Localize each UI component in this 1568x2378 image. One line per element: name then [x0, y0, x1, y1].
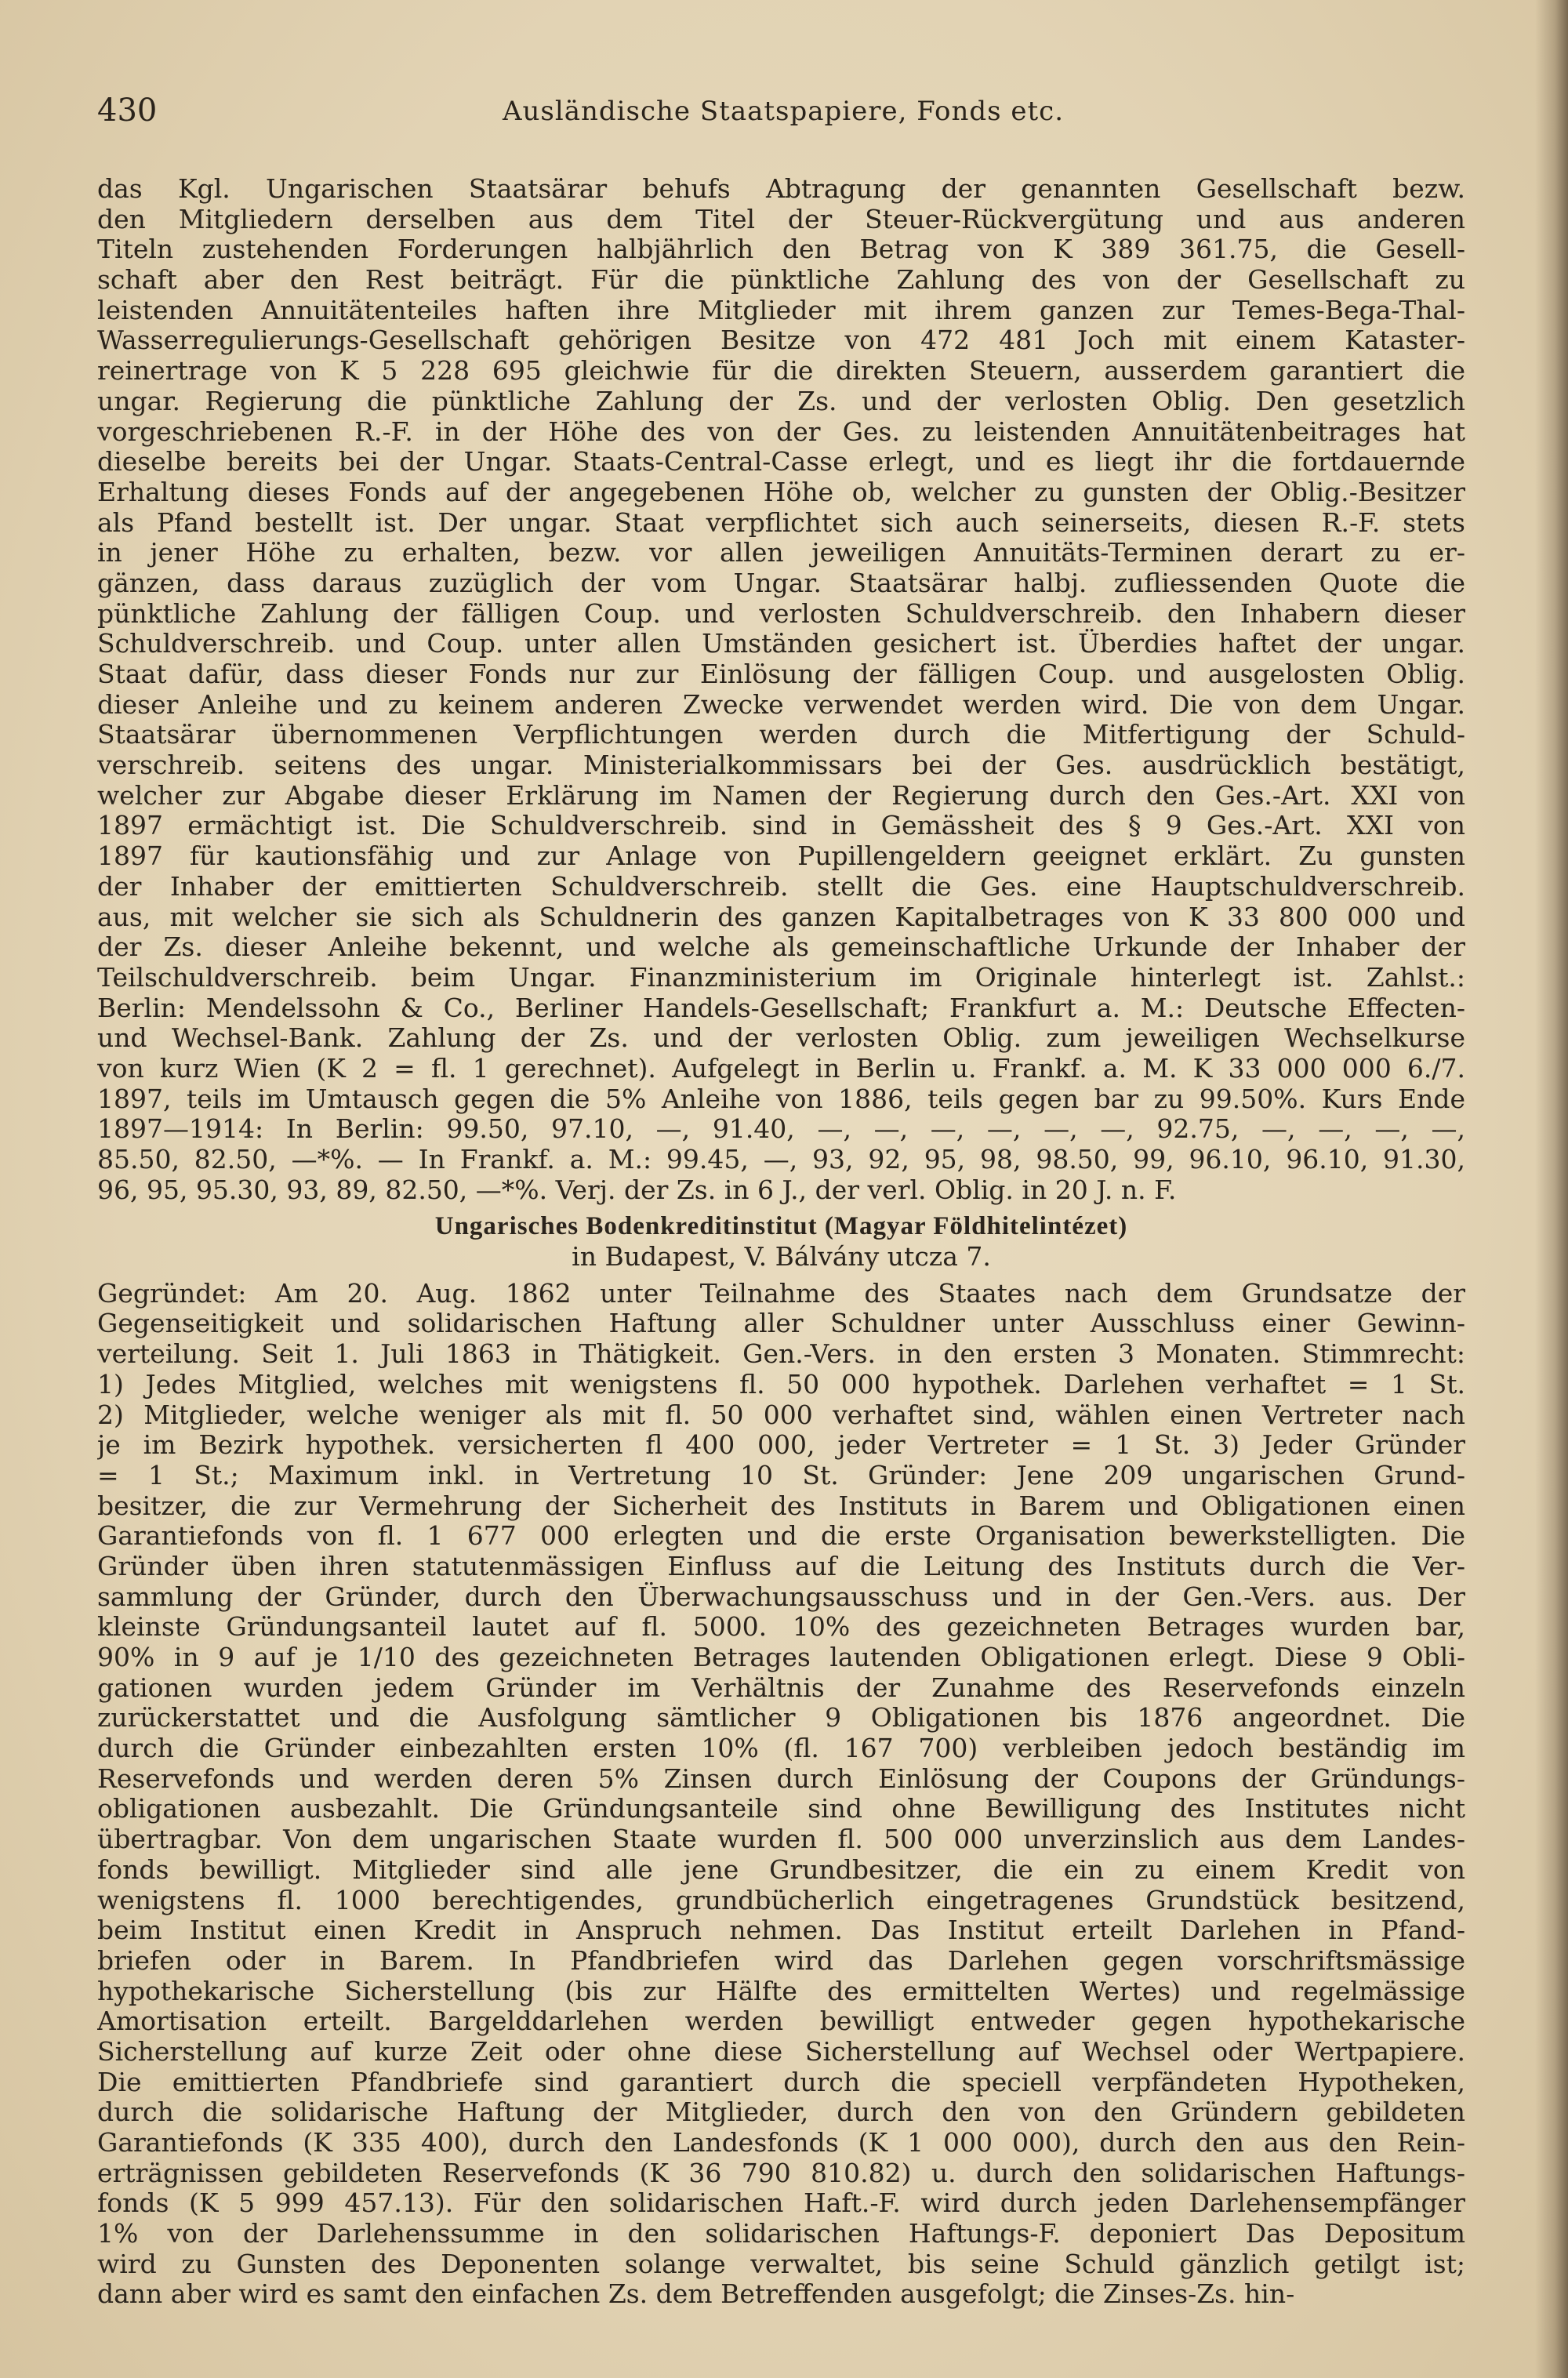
- text-line: übertragbar. Von dem ungarischen Staate wurden fl. 500 000 unverzinslich aus dem Landes-: [97, 1824, 1465, 1855]
- text-line: Garantiefonds von fl. 1 677 000 erlegten und die erste Organisation bewerkstelligten. Die: [97, 1521, 1465, 1552]
- text-line: in jener Höhe zu erhalten, bezw. vor allen jeweiligen Annuitäts-Terminen derart zu er-: [97, 538, 1465, 568]
- text-line: 1897—1914: In Berlin: 99.50, 97.10, —, 91.40, —, —, —, —, —, —, 92.75, —, —, —, —,: [97, 1114, 1465, 1145]
- text-line: beim Institut einen Kredit in Anspruch nehmen. Das Institut erteilt Darlehen in Pfand-: [97, 1915, 1465, 1946]
- section-title: Ungarisches Bodenkreditinstitut (Magyar Földhitelintézet): [434, 1212, 1128, 1241]
- section-subtitle: in Budapest, V. Bálvány utcza 7.: [572, 1242, 991, 1273]
- text-line: Titeln zustehenden Forderungen halbjährlich den Betrag von K 389 361.75, die Gesell-: [97, 234, 1465, 265]
- text-line: Wasserregulierungs-Gesellschaft gehörigen Besitze von 472 481 Joch mit einem Kataster-: [97, 325, 1465, 356]
- text-line: sammlung der Gründer, durch den Überwachungsausschuss und in der Gen.-Vers. aus. Der: [97, 1581, 1465, 1612]
- text-line: verteilung. Seit 1. Juli 1863 in Thätigkeit. Gen.-Vers. in den ersten 3 Monaten. Stimmrecht:: [97, 1339, 1465, 1370]
- running-title: Ausländische Staatspapiere, Fonds etc.: [502, 96, 1065, 127]
- text-line: als Pfand bestellt ist. Der ungar. Staat verpflichtet sich auch seinerseits, diesen R.-F. stets: [97, 507, 1465, 538]
- text-line: Gründer üben ihren statutenmässigen Einfluss auf die Leitung des Instituts durch die Ver-: [97, 1551, 1465, 1581]
- text-line: 1897, teils im Umtausch gegen die 5% Anleihe von 1886, teils gegen bar zu 99.50%. Kurs Ende: [97, 1084, 1465, 1114]
- text-line: durch die Gründer einbezahlten ersten 10% (fl. 167 700) verbleiben jedoch beständig im: [97, 1734, 1465, 1764]
- paragraph-bodenkreditinstitut: [97, 1279, 1465, 2310]
- text-line: Gegenseitigkeit und solidarischen Haftung aller Schuldner unter Ausschluss einer Gewinn-: [97, 1309, 1465, 1339]
- text-line: 1897 ermächtigt ist. Die Schuldverschreib. sind in Gemässheit des § 9 Ges.-Art. XXI von: [97, 811, 1465, 841]
- text-line: 1% von der Darlehenssumme in den solidarischen Haftungs-F. deponiert Das Depositum: [97, 2219, 1465, 2249]
- text-line: 90% in 9 auf je 1/10 des gezeichneten Betrages lautenden Obligationen erlegt. Diese 9 Obli-: [97, 1643, 1465, 1672]
- text-line: Gegründet: Am 20. Aug. 1862 unter Teilnahme des Staates nach dem Grundsatze der: [97, 1278, 1465, 1309]
- text-line: dann aber wird es samt den einfachen Zs. dem Betreffenden ausgefolgt; die Zinses-Zs. hin-: [97, 2279, 1295, 2310]
- text-line: der Zs. dieser Anleihe bekennt, und welche als gemeinschaftliche Urkunde der Inhaber der: [97, 932, 1465, 963]
- text-line: den Mitgliedern derselben aus dem Titel der Steuer-Rückvergütung und aus anderen: [97, 204, 1465, 234]
- text-line: erträgnissen gebildeten Reservefonds (K 36 790 810.82) u. durch den solidarischen Haftungs-: [97, 2158, 1465, 2188]
- text-line: gationen wurden jedem Gründer im Verhältnis der Zunahme des Reservefonds einzeln: [97, 1672, 1465, 1703]
- text-line: Sicherstellung auf kurze Zeit oder ohne diese Sicherstellung auf Wechsel oder Wertpapiere.: [97, 2036, 1465, 2067]
- text-line: Berlin: Mendelssohn & Co., Berliner Handels-Gesellschaft; Frankfurt a. M.: Deutsche Effecten-: [97, 993, 1465, 1023]
- paragraph-temes-bega: [97, 174, 1465, 1205]
- text-line: schaft aber den Rest beiträgt. Für die pünktliche Zahlung des von der Gesellschaft zu: [97, 265, 1465, 296]
- text-line: durch die solidarische Haftung der Mitglieder, durch den von den Gründern gebildeten: [97, 2097, 1465, 2128]
- text-line: wenigstens fl. 1000 berechtigendes, grundbücherlich eingetragenes Grundstück besitzend,: [97, 1885, 1465, 1915]
- text-line: reinertrage von K 5 228 695 gleichwie für die direkten Steuern, ausserdem garantiert die: [97, 356, 1465, 387]
- text-line: Reservefonds und werden deren 5% Zinsen durch Einlösung der Coupons der Gründungs-: [97, 1763, 1465, 1794]
- text-line: Die emittierten Pfandbriefe sind garantiert durch die speciell verpfändeten Hypotheken,: [97, 2067, 1465, 2097]
- text-line: leistenden Annuitätenteiles haften ihre Mitglieder mit ihrem ganzen zur Temes-Bega-Thal-: [97, 295, 1465, 325]
- text-line: das Kgl. Ungarischen Staatsärar behufs Abtragung der genannten Gesellschaft bezw.: [97, 174, 1465, 204]
- text-line: der Inhaber der emittierten Schuldverschreib. stellt die Ges. eine Hauptschuldverschreib.: [97, 871, 1465, 902]
- text-line: Staatsärar übernommenen Verpflichtungen werden durch die Mitfertigung der Schuld-: [97, 720, 1465, 750]
- text-line: ungar. Regierung die pünktliche Zahlung der Zs. und der verlosten Oblig. Den gesetzlich: [97, 386, 1465, 416]
- text-line: verschreib. seitens des ungar. Ministerialkommissars bei der Ges. ausdrücklich bestätigt,: [97, 750, 1465, 781]
- text-line: 96, 95, 95.30, 93, 89, 82.50, —*%. Verj. der Zs. in 6 J., der verl. Oblig. in 20 J. n. F.: [97, 1174, 1177, 1205]
- text-line: fonds bewilligt. Mitglieder sind alle jene Grundbesitzer, die ein zu einem Kredit von: [97, 1854, 1465, 1885]
- page-header: [97, 93, 1469, 140]
- text-line: besitzer, die zur Vermehrung der Sicherheit des Instituts in Barem und Obligationen einen: [97, 1490, 1465, 1521]
- text-line: obligationen ausbezahlt. Die Gründungsanteile sind ohne Bewilligung des Institutes nicht: [97, 1794, 1465, 1824]
- text-line: Teilschuldverschreib. beim Ungar. Finanzministerium im Originale hinterlegt ist. Zahlst.:: [97, 962, 1465, 993]
- text-line: welcher zur Abgabe dieser Erklärung im Namen der Regierung durch den Ges.-Art. XXI von: [97, 780, 1465, 811]
- text-line: vorgeschriebenen R.-F. in der Höhe des von der Ges. zu leistenden Annuitätenbeitrages hat: [97, 416, 1465, 447]
- page-number: 430: [97, 93, 158, 129]
- page-edge-shadow: [1535, 0, 1568, 2378]
- text-line: zurückerstattet und die Ausfolgung sämtlicher 9 Obligationen bis 1876 angeordnet. Die: [97, 1703, 1465, 1734]
- text-line: von kurz Wien (K 2 = fl. 1 gerechnet). Aufgelegt in Berlin u. Frankf. a. M. K 33 000 000 6./7.: [97, 1053, 1465, 1084]
- text-line: Staat dafür, dass dieser Fonds nur zur Einlösung der fälligen Coup. und ausgelosten Oblig.: [97, 659, 1465, 689]
- text-line: 1897 für kautionsfähig und zur Anlage von Pupillengeldern geeignet erklärt. Zu gunsten: [97, 841, 1465, 872]
- text-line: hypothekarische Sicherstellung (bis zur Hälfte des ermittelten Wertes) und regelmässige: [97, 1976, 1465, 2006]
- text-line: je im Bezirk hypothek. versicherten fl 400 000, jeder Vertreter = 1 St. 3) Jeder Gründer: [97, 1430, 1465, 1461]
- text-line: dieselbe bereits bei der Ungar. Staats-Central-Casse erlegt, und es liegt ihr die fortdauernde: [97, 447, 1465, 477]
- text-line: Garantiefonds (K 335 400), durch den Landesfonds (K 1 000 000), durch den aus den Rein-: [97, 2128, 1465, 2158]
- text-line: Amortisation erteilt. Bargelddarlehen werden bewilligt entweder gegen hypothekarische: [97, 2006, 1465, 2037]
- text-line: 1) Jedes Mitglied, welches mit wenigstens fl. 50 000 hypothek. Darlehen verhaftet = 1 St.: [97, 1369, 1465, 1400]
- text-line: 85.50, 82.50, —*%. — In Frankf. a. M.: 99.45, —, 93, 92, 95, 98, 98.50, 99, 96.10, 96.10, 91.30,: [97, 1145, 1465, 1174]
- text-line: fonds (K 5 999 457.13). Für den solidarischen Haft.-F. wird durch jeden Darlehensempfänger: [97, 2188, 1465, 2219]
- text-line: aus, mit welcher sie sich als Schuldnerin des ganzen Kapitalbetrages von K 33 800 000 und: [97, 902, 1465, 932]
- text-line: briefen oder in Barem. In Pfandbriefen wird das Darlehen gegen vorschriftsmässige: [97, 1945, 1465, 1976]
- text-line: = 1 St.; Maximum inkl. in Vertretung 10 St. Gründer: Jene 209 ungarischen Grund-: [97, 1460, 1465, 1490]
- text-line: kleinste Gründungsanteil lautet auf fl. 5000. 10% des gezeichneten Betrages wurden bar,: [97, 1612, 1465, 1643]
- text-line: gänzen, dass daraus zuzüglich der vom Ungar. Staatsärar halbj. zufliessenden Quote die: [97, 568, 1465, 598]
- text-line: 2) Mitglieder, welche weniger als mit fl. 50 000 verhaftet sind, wählen einen Vertreter nach: [97, 1400, 1465, 1430]
- text-line: pünktliche Zahlung der fälligen Coup. und verlosten Schuldverschreib. den Inhabern dieser: [97, 598, 1465, 629]
- text-line: Erhaltung dieses Fonds auf der angegebenen Höhe ob, welcher zu gunsten der Oblig.-Besitzer: [97, 477, 1465, 507]
- text-line: und Wechsel-Bank. Zahlung der Zs. und der verlosten Oblig. zum jeweiligen Wechselkurse: [97, 1023, 1465, 1054]
- page-body: [97, 174, 1465, 2310]
- text-line: wird zu Gunsten des Deponenten solange verwaltet, bis seine Schuld gänzlich getilgt ist;: [97, 2249, 1465, 2279]
- text-line: dieser Anleihe und zu keinem anderen Zwecke verwendet werden wird. Die von dem Ungar.: [97, 689, 1465, 720]
- text-line: Schuldverschreib. und Coup. unter allen Umständen gesichert ist. Überdies haftet der ungar.: [97, 629, 1465, 659]
